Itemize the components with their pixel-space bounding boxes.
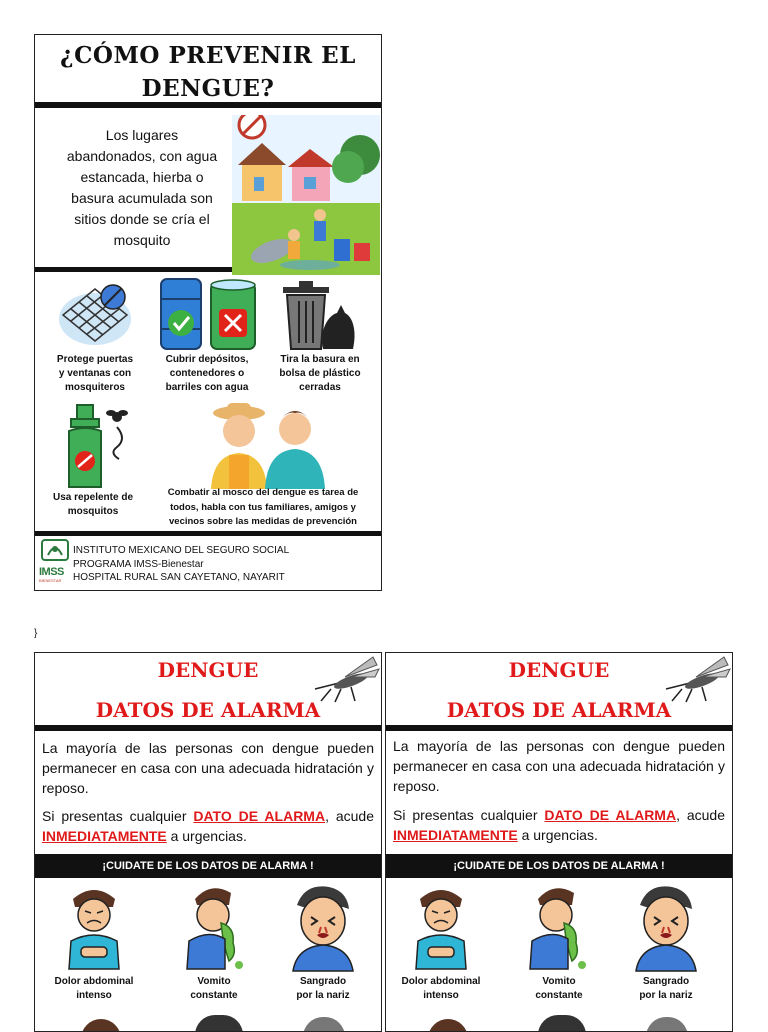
tip-caption (49, 353, 141, 395)
intro-line: sitios donde se cría el (74, 211, 210, 227)
intro-line: estancada, hierba o (80, 169, 204, 185)
text-span: a urgencias. (170, 828, 247, 844)
caption-line: contenedores o (169, 368, 245, 379)
caption-line: por la nariz (639, 990, 693, 1001)
text-span: , acude (325, 808, 374, 824)
abdominal-pain-icon (63, 885, 125, 973)
tip-caption (267, 353, 373, 395)
symptom-caption (616, 975, 716, 1003)
caption-line: constante (190, 990, 238, 1001)
program-name: PROGRAMA IMSS-Bienestar (73, 558, 204, 570)
institution-name: INSTITUTO MEXICANO DEL SEGURO SOCIAL (73, 545, 290, 556)
symptom-caption (39, 975, 149, 1003)
intro-divider (35, 267, 232, 272)
alarm-poster (385, 652, 733, 1032)
imss-logo-text: IMSS (39, 566, 64, 578)
tip-caption (147, 486, 379, 530)
institution-info (73, 544, 289, 585)
caption-line: Protege puertas (56, 354, 134, 365)
alarm-highlight: DATO DE ALARMA (193, 808, 326, 824)
poster-title (35, 39, 381, 105)
footer-divider (35, 531, 381, 536)
caption-line: Dolor abdominal (54, 976, 134, 987)
caption-line: mosquiteros (64, 382, 125, 393)
caption-line: cerradas (299, 382, 341, 393)
intro-paragraph: La mayoría de las personas con dengue pueden permanecer en casa con una adecuada hidratación y reposo. (42, 740, 374, 796)
alarm-title-line-1: DENGUE (157, 658, 259, 682)
intro-line: basura acumulada son (71, 190, 213, 206)
alarm-paragraph (393, 805, 725, 845)
caption-line: Sangrado (299, 976, 347, 987)
caption-line: barriles con agua (165, 382, 249, 393)
partial-icon (81, 1019, 121, 1032)
title-divider (35, 725, 381, 731)
caption-line: todos, habla con tus familiares, amigos y (170, 501, 356, 513)
intro-paragraph: La mayoría de las personas con dengue pueden permanecer en casa con una adecuada hidratación y reposo. (393, 738, 725, 794)
partial-icon (646, 1017, 688, 1032)
caption-line: Vomito (542, 976, 576, 987)
mosquito-icon (311, 655, 381, 703)
trash-can-icon (279, 279, 357, 353)
immediately-highlight: INMEDIATAMENTE (393, 827, 518, 843)
text-span: a urgencias. (521, 827, 598, 843)
caption-line: Cubrir depósitos, (165, 354, 249, 365)
abdominal-pain-icon (410, 885, 472, 973)
partial-icon (303, 1017, 345, 1032)
window-net-icon (55, 283, 135, 347)
caption-line: Sangrado (642, 976, 690, 987)
alarm-title-line-2: DATOS DE ALARMA (95, 698, 321, 722)
intro-line: mosquito (113, 232, 171, 248)
caption-line: bolsa de plástico (279, 368, 361, 379)
prevention-poster (34, 34, 382, 591)
poster-title-line-1: ¿CÓMO PREVENIR EL (60, 42, 356, 69)
alarm-title-line-2: DATOS DE ALARMA (446, 698, 672, 722)
mosquito-icon (662, 655, 732, 703)
caption-line: Usa repelente de (52, 492, 134, 503)
title-divider (35, 102, 381, 108)
nosebleed-icon (289, 883, 357, 973)
warning-banner: ¡CUIDATE DE LOS DATOS DE ALARMA ! (35, 854, 381, 878)
caption-line: Vomito (197, 976, 231, 987)
warning-banner: ¡CUIDATE DE LOS DATOS DE ALARMA ! (386, 854, 732, 878)
alarm-poster (34, 652, 382, 1032)
caption-line: intenso (423, 990, 459, 1001)
immediately-highlight: INMEDIATAMENTE (42, 828, 167, 844)
imss-logo (39, 539, 71, 585)
caption-line: vecinos sobre las medidas de prevención (169, 516, 357, 527)
caption-line: por la nariz (296, 990, 350, 1001)
imss-eagle-icon (39, 539, 71, 561)
repellent-spray-icon (63, 403, 135, 491)
intro-text (47, 125, 237, 251)
caption-line: Tira la basura en (280, 354, 360, 365)
imss-logo-subtext: BIENESTAR (39, 578, 62, 583)
alarm-title-line-1: DENGUE (508, 658, 610, 682)
symptom-caption (386, 975, 496, 1003)
vomit-icon (524, 883, 596, 973)
intro-line: abandonados, con agua (66, 148, 218, 164)
caption-line: intenso (76, 990, 112, 1001)
symptom-caption (159, 975, 269, 1003)
text-span: , acude (676, 807, 725, 823)
caption-line: Dolor abdominal (401, 976, 481, 987)
vomit-icon (181, 883, 253, 973)
people-icon (203, 399, 333, 489)
stray-brace: } (34, 628, 38, 639)
caption-line: constante (535, 990, 583, 1001)
symptom-caption (504, 975, 614, 1003)
alarm-paragraph (42, 806, 374, 846)
title-divider (386, 725, 732, 731)
poster-title-line-2: DENGUE? (141, 75, 275, 102)
caption-line: y ventanas con (58, 368, 132, 379)
nosebleed-icon (632, 883, 700, 973)
abandoned-lot-illustration (232, 115, 380, 275)
text-span: Si presentas cualquier (393, 807, 538, 823)
tip-caption (155, 353, 259, 395)
text-span: Si presentas cualquier (42, 808, 187, 824)
water-barrels-icon (157, 275, 261, 353)
tip-caption (43, 491, 143, 519)
symptom-caption (273, 975, 373, 1003)
caption-line: Combatir al mosco del dengue es tarea de (167, 487, 359, 498)
hospital-name: HOSPITAL RURAL SAN CAYETANO, NAYARIT (73, 572, 285, 583)
partial-icon (428, 1019, 468, 1032)
alarm-highlight: DATO DE ALARMA (544, 807, 677, 823)
intro-line: Los lugares (105, 127, 179, 143)
caption-line: mosquitos (67, 506, 119, 517)
